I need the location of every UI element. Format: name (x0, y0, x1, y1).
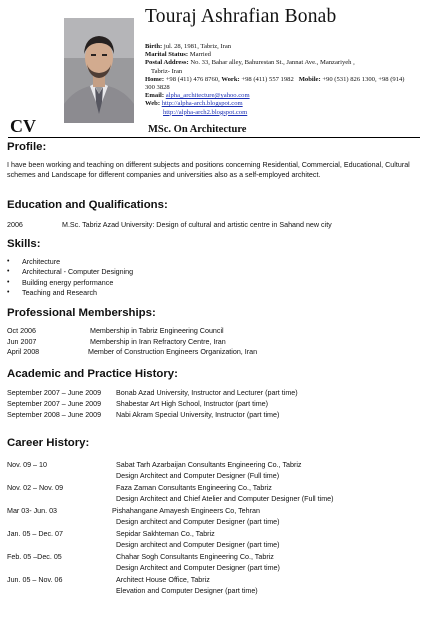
header-divider (8, 137, 420, 138)
mobile-phone-2: 300 3828 (145, 84, 170, 92)
career-date: Nov. 02 – Nov. 09 (7, 484, 64, 492)
home-phone: +98 (411) 476 8760, (165, 75, 220, 83)
skill-item: • Architecture (7, 257, 133, 267)
career-date: Nov. 09 – 10 (7, 461, 47, 469)
web-label: Web: (145, 100, 161, 108)
career-role: Design architect and Computer Designer (part time) (116, 541, 280, 549)
mobile-phone: +90 (531) 826 1300, +98 (914) (322, 75, 405, 83)
academic-date: September 2007 – June 2009 (7, 400, 102, 408)
career-role: Design Architect and Chief Atelier and Computer Designer (Full time) (116, 495, 334, 503)
profile-photo (64, 18, 134, 123)
profile-heading: Profile: (7, 141, 47, 153)
career-role: Design architect and Computer Designer (part time) (116, 518, 280, 526)
career-company: Faza Zaman Consultants Engineering Co., Tabriz (116, 484, 272, 492)
education-text: M.Sc. Tabriz Azad University: Design of cultural and artistic centre in Sahand new city (62, 221, 332, 229)
career-company: Architect House Office, Tabriz (116, 576, 210, 584)
career-company: Sepidar Sakhteman Co., Tabriz (116, 530, 215, 538)
skills-list (7, 257, 133, 298)
marital-label: Marital Status: (145, 51, 189, 59)
email-link[interactable]: alpha_architecture@yahoo.com (165, 92, 250, 100)
career-company: Sabat Tarh Azarbaijan Consultants Engineering Co., Tabriz (116, 461, 302, 469)
membership-date: April 2008 (7, 348, 40, 356)
mobile-label: Mobile: (298, 75, 321, 83)
home-label: Home: (145, 75, 165, 83)
academic-text: Bonab Azad University, Instructor and Lecturer (part time) (116, 389, 298, 397)
postal-city: Tabriz- Iran (151, 67, 183, 75)
academic-date: September 2008 – June 2009 (7, 411, 102, 419)
education-year: 2006 (7, 221, 23, 229)
work-phone: +98 (411) 557 1982 (241, 75, 294, 83)
skill-item: • Architectural - Computer Designing (7, 267, 133, 277)
marital-value: Married (189, 51, 211, 59)
web-link-1[interactable]: http://alpha-arch.blogspot.com (161, 100, 243, 108)
contact-details (145, 43, 425, 117)
cv-subtitle: MSc. On Architecture (148, 124, 247, 135)
membership-date: Jun 2007 (7, 338, 37, 346)
career-role: Elevation and Computer Designer (part time) (116, 587, 258, 595)
email-label: Email: (145, 92, 165, 100)
career-role: Design Architect and Computer Designer (part time) (116, 564, 280, 572)
career-date: Jun. 05 – Nov. 06 (7, 576, 63, 584)
postal-label: Postal Address: (145, 59, 189, 67)
career-date: Feb. 05 –Dec. 05 (7, 553, 62, 561)
web-link-2[interactable]: http://alpha-arch2.blogspot.com (163, 108, 248, 116)
career-company: Chahar Sogh Consultants Engineering Co., Tabriz (116, 553, 274, 561)
career-heading: Career History: (7, 437, 90, 449)
academic-date: September 2007 – June 2009 (7, 389, 102, 397)
skills-heading: Skills: (7, 238, 41, 250)
skill-item: • Building energy performance (7, 278, 133, 288)
skill-item: • Teaching and Research (7, 288, 133, 298)
profile-text: I have been working and teaching on different subjects and positions concerning Residential, Commercial, Educational, Cultural schemes and Landscape for different companies and universities also as a self-employed architect. (7, 161, 410, 179)
membership-text: Membership in Tabriz Engineering Council (90, 327, 224, 335)
education-heading: Education and Qualifications: (7, 199, 168, 211)
academic-text: Nabi Akram Special University, Instructor (part time) (116, 411, 280, 419)
memberships-heading: Professional Memberships: (7, 307, 156, 319)
academic-heading: Academic and Practice History: (7, 368, 178, 380)
postal-value: No. 33, Bahar alley, Bahurestan St., Jannat Ave., Manzariyeh , (190, 59, 355, 67)
career-date: Mar 03- Jun. 03 (7, 507, 58, 515)
cv-label: CV (10, 116, 36, 136)
membership-text: Membership in Iran Refractory Centre, Iran (90, 338, 226, 346)
candidate-name: Touraj Ashrafian Bonab (145, 6, 337, 27)
career-role: Design Architect and Computer Designer (Full time) (116, 472, 280, 480)
membership-text: Member of Construction Engineers Organization, Iran (88, 348, 258, 356)
birth-value: jul. 28, 1981, Tabriz, Iran (163, 43, 232, 50)
birth-label: Birth: (145, 43, 163, 50)
membership-date: Oct 2006 (7, 327, 36, 335)
career-company: Pishahangane Amayesh Engineers Co, Tehran (112, 507, 260, 515)
work-label: Work: (221, 75, 240, 83)
career-date: Jan. 05 – Dec. 07 (7, 530, 63, 538)
academic-text: Shabestar Art High School, Instructor (part time) (116, 400, 268, 408)
